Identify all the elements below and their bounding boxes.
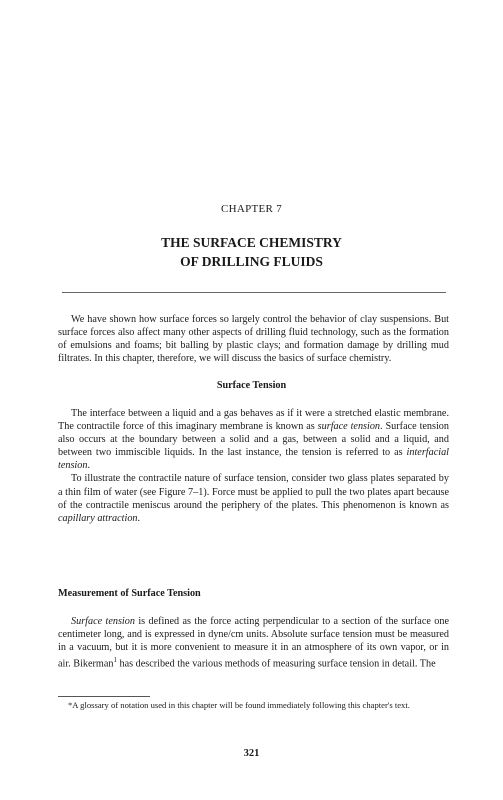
chapter-title-line-2: OF DRILLING FLUIDS — [180, 254, 323, 269]
chapter-title — [0, 233, 503, 271]
footnote: *A glossary of notation used in this chapter will be found immediately following this chapter's text. — [68, 700, 410, 710]
intro-paragraph-block — [58, 313, 449, 365]
term-interfacial-tension: interfacial tension — [58, 447, 449, 472]
section-heading-measurement: Measurement of Surface Tension — [58, 588, 201, 599]
footnote-divider — [58, 696, 150, 697]
chapter-title-line-1: THE SURFACE CHEMISTRY — [161, 235, 342, 250]
measurement-paragraph: Surface tension is defined as the force acting perpendicular to a section of the surface one centimeter long, and is expressed in dyne/cm units. Absolute surface tension must be measured in a vacuum, but it is more convenient to measure it in an atmosphere of its own vapor, or in air. Bikerman$^1$ has described the various methods of measuring surface tension in detail. The — [58, 616, 449, 670]
reference-superscript: 1 — [113, 656, 117, 665]
intro-paragraph: We have shown how surface forces so largely control the behavior of clay suspensions. But surface forces also affect many other aspects of drilling fluid technology, such as the formation of emulsions and foams; bit balling by plastic clays; and formation damage by drilling mud filtrates. In this chapter, therefore, we will discuss the basics of surface chemistry. — [58, 314, 449, 365]
term-surface-tension-def: Surface tension — [71, 616, 135, 627]
section-heading-surface-tension: Surface Tension — [216, 380, 287, 391]
term-surface-tension: surface tension — [317, 421, 381, 433]
surface-tension-paragraph-2: To illustrate the contractile nature of surface tension, consider two glass plates separated by a thin film of water (see Figure 7–1). Force must be applied to pull the two plates apart because of the contractile meniscus around the periphery of the plates. This phenomenon is known as capillary attraction. — [58, 473, 449, 524]
term-capillary-attraction: capillary attraction — [58, 512, 138, 524]
measurement-body — [58, 615, 449, 671]
surface-tension-body — [58, 407, 449, 525]
chapter-label: CHAPTER 7 — [220, 203, 283, 215]
title-divider — [62, 292, 446, 293]
page-number: 321 — [243, 748, 260, 759]
surface-tension-paragraph-1: The interface between a liquid and a gas behaves as if it were a stretched elastic membrane. The contractile force of this imaginary membrane is known as surface tension. Surface tension also occurs at the boundary between a solid and a gas, between a solid and a liquid, and between two immiscible liquids. In the last instance, the tension is referred to as interfacial tension. — [58, 408, 449, 472]
